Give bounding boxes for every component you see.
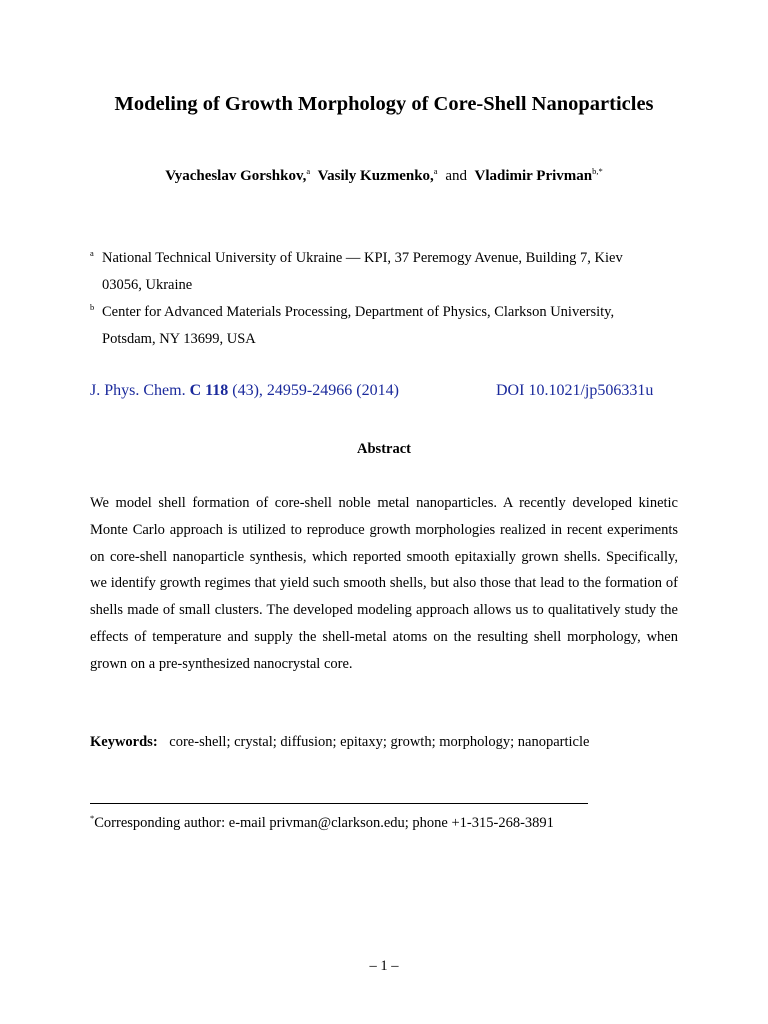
affiliation-line: Potsdam, NY 13699, USA (102, 331, 256, 347)
keywords-line (90, 734, 678, 751)
affiliation-a (90, 245, 670, 299)
author-affiliation-mark: b,* (592, 166, 603, 176)
author-conjunction: and (445, 168, 467, 184)
affiliation-line: 03056, Ukraine (102, 277, 193, 293)
citation-journal[interactable]: J. Phys. Chem. (90, 382, 186, 399)
abstract-heading: Abstract (357, 441, 411, 457)
keywords-list: core-shell; crystal; diffusion; epitaxy; growth; morphology; nanoparticle (169, 734, 590, 750)
citation-volume[interactable]: C 118 (189, 382, 229, 399)
journal-citation (90, 382, 690, 400)
footnote-divider (90, 803, 588, 804)
corresponding-author-footnote (90, 815, 690, 832)
affiliation-mark: a (90, 248, 94, 258)
footnote-text: Corresponding author: e-mail privman@clarkson.edu; phone +1-315-268-3891 (94, 815, 554, 831)
affiliation-line: National Technical University of Ukraine — KPI, 37 Peremogy Avenue, Building 7, Kiev (102, 250, 623, 266)
author-name: Vasily Kuzmenko, (317, 168, 434, 184)
author-affiliation-mark: a (433, 166, 438, 176)
author-affiliation-mark: a (306, 166, 311, 176)
author-name: Vladimir Privman (474, 168, 593, 184)
citation-doi[interactable]: DOI 10.1021/jp506331u (496, 382, 654, 399)
citation-details[interactable]: (43), 24959-24966 (2014) (232, 382, 399, 399)
affiliation-line: Center for Advanced Materials Processing, Department of Physics, Clarkson University, (102, 304, 615, 320)
paper-title: Modeling of Growth Morphology of Core-Shell Nanoparticles (114, 93, 654, 115)
keywords-label: Keywords: (90, 734, 158, 750)
page-number: – 1 – (369, 958, 399, 974)
footnote-mark: * (90, 813, 95, 823)
author-list (0, 168, 768, 185)
affiliation-mark: b (90, 302, 95, 312)
affiliation-b (90, 299, 670, 353)
abstract-text: We model shell formation of core-shell noble metal nanoparticles. A recently developed kinetic Monte Carlo approach is utilized to reproduce growth morphologies realized in recent experiments on core-shell nanoparticle synthesis, which reported smooth epitaxially grown shells. Specifically, we identify growth regimes that yield such smooth shells, but also those that lead to the formation of shells made of small clusters. The developed modeling approach allows us to qualitatively study the effects of temperature and supply the shell-metal atoms on the resulting shell morphology, when grown on a pre-synthesized nanocrystal core. (90, 495, 678, 672)
author-name: Vyacheslav Gorshkov, (165, 168, 307, 184)
